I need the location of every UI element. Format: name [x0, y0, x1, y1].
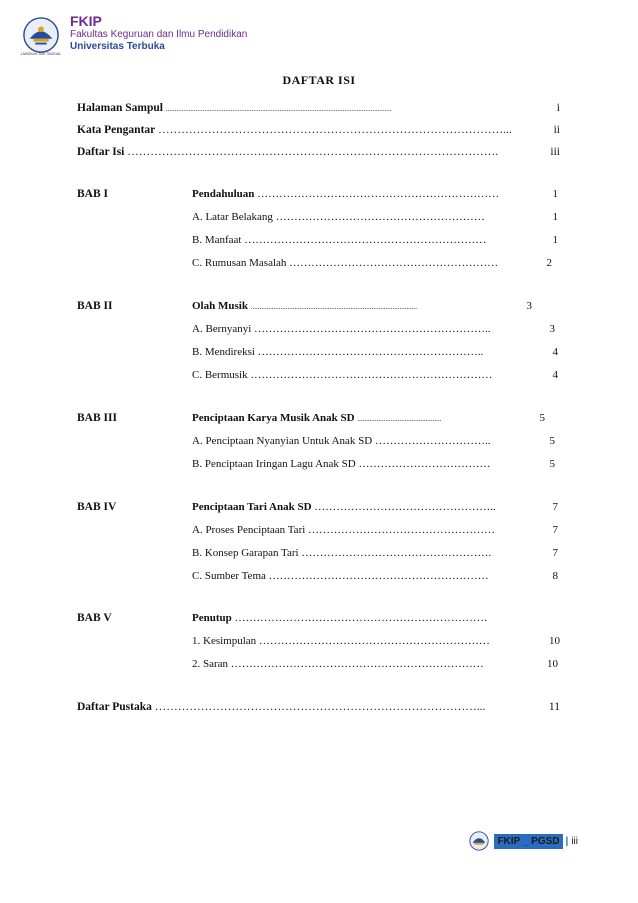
toc-dots: ……………………………………………. [301, 547, 492, 559]
header-university: Universitas Terbuka [70, 41, 165, 52]
toc-item [192, 232, 558, 248]
toc-page: 2 [546, 257, 552, 269]
toc-page: 1 [552, 188, 558, 200]
header-text [70, 14, 247, 53]
toc-item-text: B. Mendireksi [192, 346, 255, 358]
page-footer [468, 828, 578, 854]
toc-dots: …………………………………………………………… [234, 612, 488, 624]
toc-dots: ……………………………………………………………………………………. [127, 146, 499, 158]
toc-page: ii [553, 124, 560, 136]
toc-page: 7 [552, 501, 558, 513]
toc-page: 1 [552, 234, 558, 246]
toc-row-daftar-isi [77, 144, 560, 160]
toc-row-kata-pengantar [77, 122, 560, 138]
chapter-title: Olah Musik [192, 300, 248, 312]
chapter-title: Penciptaan Tari Anak SD [192, 501, 312, 513]
toc-page: 10 [549, 635, 560, 647]
toc-dots: ............................................................................................... [250, 303, 417, 311]
toc-page: 4 [552, 346, 558, 358]
toc-page: 7 [552, 547, 558, 559]
chapter-title: Pendahuluan [192, 188, 255, 200]
university-logo-icon [22, 16, 60, 54]
chapter-title: Penutup [192, 612, 232, 624]
toc-item [192, 367, 558, 383]
header-faculty: Fakultas Keguruan dan Ilmu Pendidikan [70, 29, 248, 40]
toc-item-text: B. Penciptaan Iringan Lagu Anak SD [192, 458, 356, 470]
toc-dots: …………………………………………………….. [257, 346, 484, 358]
toc-page: 5 [549, 458, 555, 470]
toc-dots: …………………………………………… [308, 524, 496, 536]
page-header [18, 12, 318, 62]
toc-item [192, 255, 558, 271]
chapter-title-row [192, 499, 558, 515]
toc-dots: ………………………………………….. [314, 501, 496, 513]
toc-page: 1 [552, 211, 558, 223]
toc-dots: ……………………………………………………….. [254, 323, 491, 335]
bab-label: BAB III [77, 412, 117, 424]
toc-dots: ……………………………………………………… [258, 635, 490, 647]
bab-label: BAB I [77, 188, 108, 200]
toc-item-text: A. Proses Penciptaan Tari [192, 524, 306, 536]
toc-page: 4 [552, 369, 558, 381]
toc-page: 11 [548, 701, 560, 713]
toc-page: 8 [552, 570, 558, 582]
toc-dots: ………………………………………………………… [250, 369, 493, 381]
toc-dots: ………………………………………………………… [244, 234, 487, 246]
toc-item-text: C. Bermusik [192, 369, 248, 381]
toc-row-daftar-pustaka [77, 699, 560, 715]
chapter-title-row [192, 186, 558, 202]
university-logo-icon [468, 830, 490, 852]
bab-label: BAB II [77, 300, 113, 312]
toc-page: 5 [539, 412, 545, 424]
toc-item-text: C. Rumusan Masalah [192, 257, 287, 269]
toc-dots: ………………………….. [375, 435, 491, 447]
toc-dots: …………………………………………………………………………... [154, 701, 486, 713]
toc-dots: ................................................................................................................................. [165, 105, 392, 113]
toc-item-text: 1. Kesimpulan [192, 635, 257, 647]
toc-page: 5 [549, 435, 555, 447]
toc-dots: …………………………………………………………… [230, 658, 484, 670]
chapter-title-row [192, 610, 552, 626]
bab-label: BAB IV [77, 501, 117, 513]
chapter-title-row [192, 298, 532, 315]
toc-item-text: C. Sumber Tema [192, 570, 266, 582]
toc-row-halaman-sampul [77, 100, 560, 116]
toc-dots: …………………………………………………… [268, 570, 489, 582]
toc-item [192, 545, 558, 561]
bab-label: BAB V [77, 612, 112, 624]
footer-separator: | [565, 835, 569, 847]
toc-dots: ………………………………………………………………………………... [158, 124, 512, 136]
toc-item [192, 633, 560, 649]
toc-label: Halaman Sampul [77, 102, 163, 114]
toc-item-text: B. Konsep Garapan Tari [192, 547, 299, 559]
toc-item-text: B. Manfaat [192, 234, 242, 246]
toc-item [192, 456, 555, 472]
header-fkip: FKIP [70, 13, 102, 29]
toc-dots: ………………………………………………… [289, 257, 499, 269]
toc-label: Daftar Isi [77, 146, 125, 158]
toc-dots: ………………………………………………… [275, 211, 485, 223]
toc-page: 3 [549, 323, 555, 335]
toc-item-text: A. Bernyanyi [192, 323, 252, 335]
toc-item-text: 2. Saran [192, 658, 229, 670]
footer-page-number: iii [571, 835, 578, 847]
toc-item-text: A. Penciptaan Nyanyian Untuk Anak SD [192, 435, 373, 447]
toc-item-text: A. Latar Belakang [192, 211, 273, 223]
toc-label: Daftar Pustaka [77, 701, 152, 713]
chapter-title: Penciptaan Karya Musik Anak SD [192, 412, 355, 424]
toc-item [192, 433, 555, 449]
toc-page: i [556, 102, 560, 114]
toc-page: 10 [547, 658, 558, 670]
toc-label: Kata Pengantar [77, 124, 156, 136]
page-title: DAFTAR ISI [282, 73, 356, 87]
toc-dots: ................................................ [357, 415, 442, 423]
logo-caption: LANGKAH TAN TINGGAL [20, 52, 62, 56]
footer-badge: FKIP _ PGSD [494, 834, 562, 849]
toc-item [192, 522, 558, 538]
toc-dots: ………………………………………………………… [257, 188, 500, 200]
toc-page: 3 [526, 300, 532, 312]
chapter-title-row [192, 410, 545, 427]
toc-page: 7 [552, 524, 558, 536]
toc-item [192, 344, 558, 360]
toc-item [192, 209, 558, 225]
toc-item [192, 321, 555, 337]
toc-item [192, 568, 558, 584]
toc-item [192, 656, 558, 672]
toc-dots: ……………………………… [358, 458, 491, 470]
toc-page: iii [550, 146, 560, 158]
